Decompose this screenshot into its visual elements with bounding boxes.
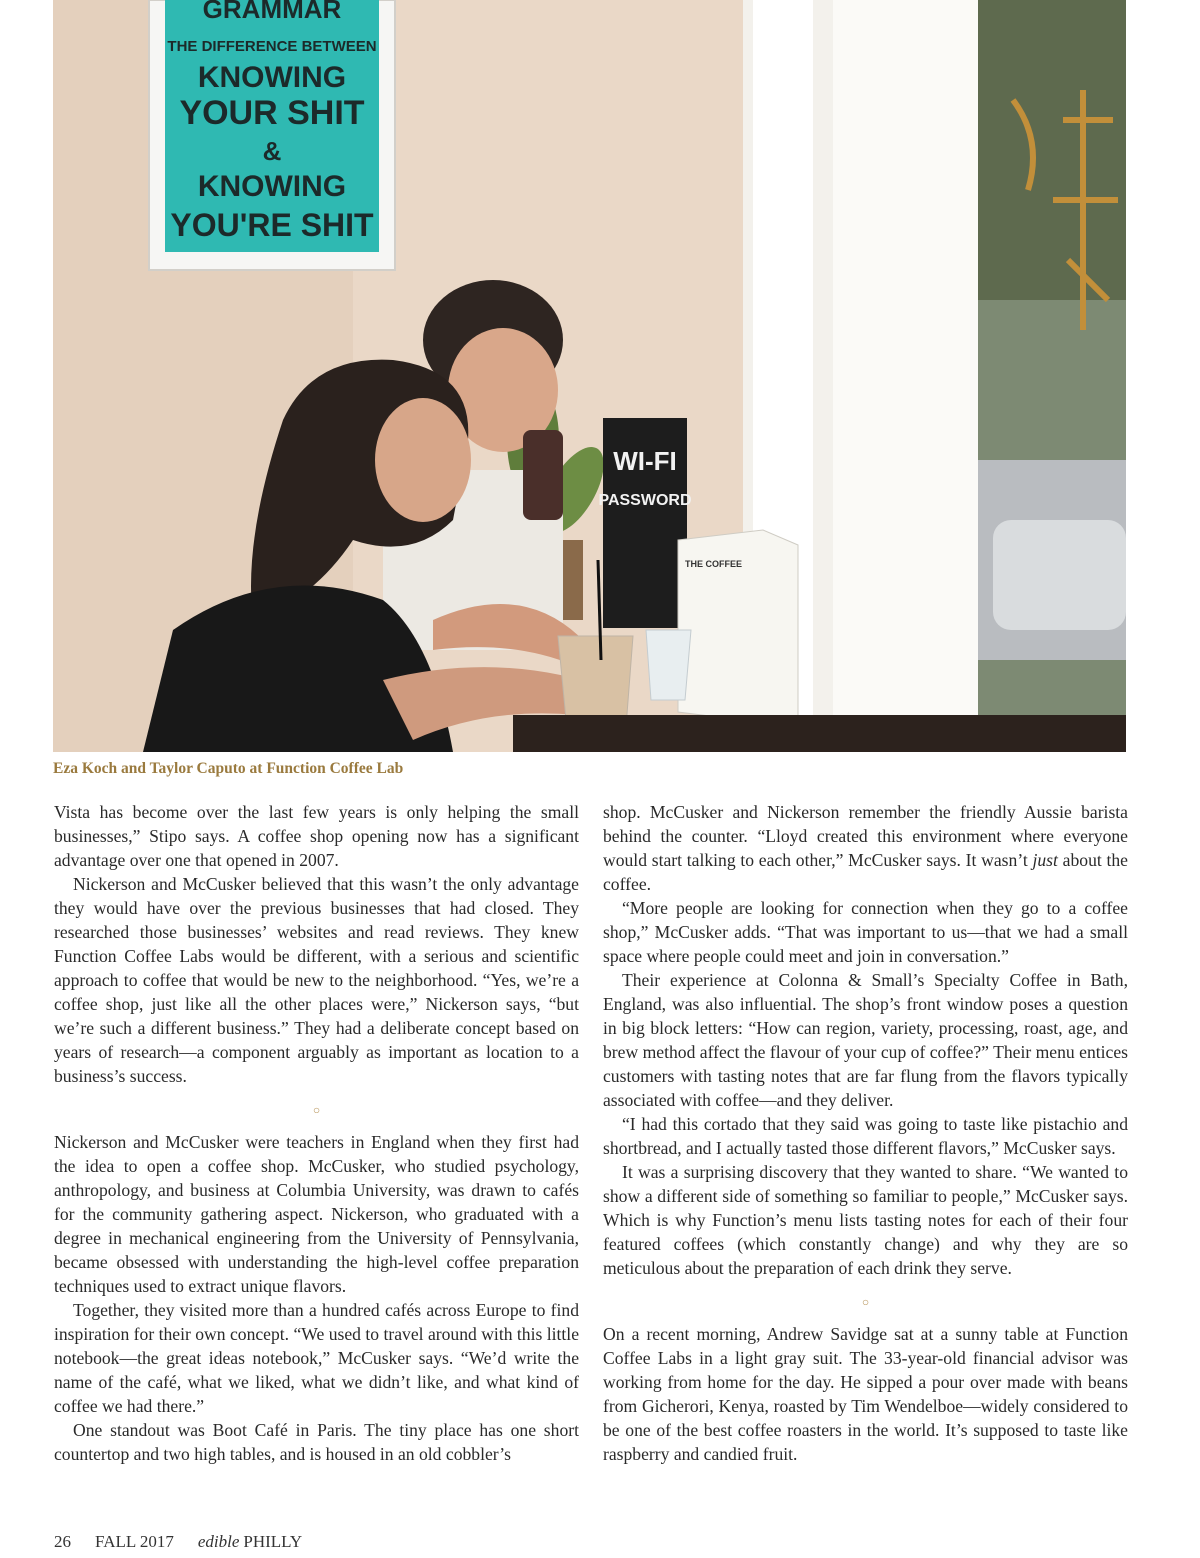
page-footer [54, 1532, 326, 1552]
paragraph: It was a surprising discovery that they wanted to share. “We wanted to show a different side of something so familiar to people,” McCusker says. Which is why Function’s menu lists tasting notes for each of their four featured coffees (which constantly change) and why they are so meticulous about the preparation of each drink they serve. [603, 1162, 1128, 1278]
paragraph: Their experience at Colonna & Small’s Specialty Coffee in Bath, England, was also influential. The shop’s front window poses a question in big block letters: “How can region, variety, processing, roast, age, and brew method affect the flavour of your cup of coffee?” Their menu entices customers with tasting notes that are far flung from the flavors typically associated with coffee—and they deliver. [603, 970, 1128, 1110]
feature-photo [53, 0, 1126, 752]
paragraph: One standout was Boot Café in Paris. The tiny place has one short countertop and two high tables, and is housed in an old cobbler’s [54, 1420, 579, 1464]
wifi-sign-line-1: WI-FI [613, 446, 677, 476]
paragraph: On a recent morning, Andrew Savidge sat at a sunny table at Function Coffee Labs in a light gray suit. The 33-year-old financial advisor was working from home for the day. He sipped a pour over made with beans from Gicherori, Kenya, roasted by Tim Wendelboe—widely considered to be one of the best coffee roasters in the world. It’s supposed to taste like raspberry and candied fruit. [603, 1324, 1128, 1464]
paragraph: “I had this cortado that they said was going to taste like pistachio and shortbread, and I actually tasted those different flavors,” McCusker says. [603, 1114, 1128, 1158]
emphasis-text: just [1032, 850, 1058, 870]
paragraph-text: about the coffee. [603, 850, 1128, 894]
poster-line-1: GRAMMAR [202, 0, 342, 24]
issue-label: FALL 2017 [95, 1532, 174, 1551]
page-number: 26 [54, 1532, 71, 1551]
poster-line-2: THE DIFFERENCE BETWEEN [167, 38, 377, 55]
menu-card-heading: THE COFFEE [685, 559, 743, 569]
paragraph: “More people are looking for connection when they go to a coffee shop,” McCusker adds. “That was important to us—that we had a small space where people could meet and join in conversation.” [603, 898, 1128, 966]
section-separator: ○ [861, 1295, 870, 1309]
brand-italic: edible [197, 1532, 240, 1551]
wifi-sign-line-2: PASSWORD [598, 492, 692, 509]
section-separator: ○ [312, 1103, 321, 1117]
poster-line-7: YOU'RE SHIT [170, 207, 374, 243]
photo-caption: Eza Koch and Taylor Caputo at Function Coffee Lab [53, 760, 404, 777]
paragraph: Nickerson and McCusker were teachers in England when they first had the idea to open a coffee shop. McCusker, who studied psychology, anthropology, and business at Columbia University, was drawn to cafés for the community gathering aspect. Nickerson, who graduated with a degree in mechanical engineering from the University of Pennsylvania, became obsessed with understanding the high-level coffee preparation techniques used to extract unique flavors. [54, 1132, 579, 1296]
paragraph-text: shop. McCusker and Nickerson remember the friendly Aussie barista behind the counter. “Lloyd created this environment where everyone would start talking to each other,” McCusker says. It wasn’t [603, 802, 1128, 870]
paragraph [603, 800, 1128, 896]
poster-line-3: KNOWING [197, 61, 347, 94]
article-column-left [54, 800, 579, 1466]
brand-name: PHILLY [243, 1532, 303, 1551]
paragraph: Together, they visited more than a hundred cafés across Europe to find inspiration for their own concept. “We used to travel around with this little notebook—the great ideas notebook,” McCusker says. “We’d write the name of the café, what we liked, what we didn’t like, and what kind of coffee we had there.” [54, 1300, 579, 1416]
poster-line-5: & [262, 136, 282, 166]
paragraph: Vista has become over the last few years is only helping the small businesses,” Stipo says. A coffee shop opening now has a significant advantage over one that opened in 2007. [54, 802, 579, 870]
article-column-right [603, 800, 1128, 1466]
poster-line-4: YOUR SHIT [179, 94, 365, 132]
cafe-table [513, 715, 1126, 752]
paragraph: Nickerson and McCusker believed that this wasn’t the only advantage they would have over the previous businesses that had closed. They researched those businesses’ websites and read reviews. They knew Function Coffee Labs would be different, with a serious and scientific approach to coffee that would be new to the neighborhood. “Yes, we’re a coffee shop, just like all the other places were,” Nickerson says, “but we’re such a different business.” They had a deliberate concept based on years of research—a component arguably as important as location to a business’s success. [54, 874, 579, 1086]
poster-line-6: KNOWING [197, 170, 347, 203]
cafe-scene-illustration [53, 0, 1126, 752]
